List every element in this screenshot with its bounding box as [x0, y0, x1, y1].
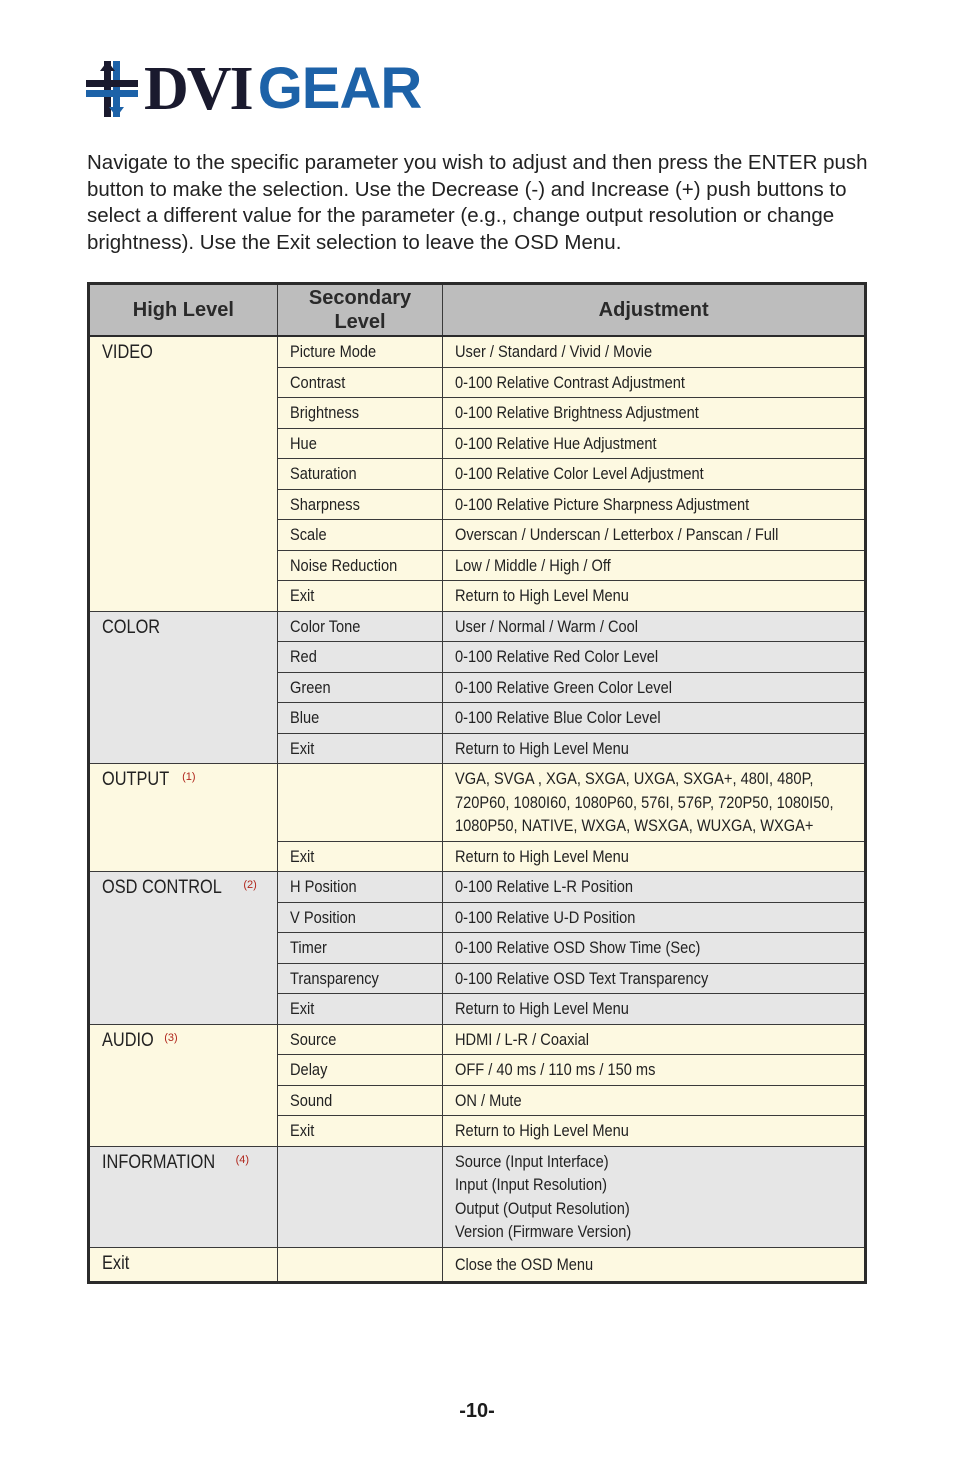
- adjustment-text: 0-100 Relative Green Color Level: [455, 677, 673, 697]
- secondary-level-label: Exit: [289, 1121, 315, 1141]
- secondary-level-label: Exit: [289, 846, 315, 866]
- secondary-level-label: Scale: [289, 525, 327, 545]
- adjustment-text: Return to High Level Menu: [455, 1121, 630, 1141]
- adjustment-text: Overscan / Underscan / Letterbox / Panscan / Full: [455, 525, 779, 545]
- adjustment-text: Return to High Level Menu: [455, 846, 630, 866]
- secondary-level-label: Exit: [289, 999, 315, 1019]
- adjustment-text: 0-100 Relative Hue Adjustment: [455, 433, 657, 453]
- adjustment-cell: [443, 489, 866, 520]
- table-body: [89, 336, 866, 1283]
- high-level-label: OUTPUT: [102, 769, 170, 790]
- table-header-row: [89, 284, 866, 337]
- secondary-level-label: Brightness: [289, 403, 359, 423]
- high-level-cell: [89, 1247, 278, 1283]
- secondary-level-cell: [277, 1024, 443, 1055]
- adjustment-cell: [443, 611, 866, 642]
- secondary-level-cell: [277, 1146, 443, 1247]
- secondary-level-cell: [277, 994, 443, 1025]
- secondary-level-label: Contrast: [289, 372, 345, 392]
- adjustment-text: HDMI / L-R / Coaxial: [455, 1029, 590, 1049]
- adjustment-text: 0-100 Relative Contrast Adjustment: [455, 372, 686, 392]
- high-level-cell: [89, 872, 278, 1025]
- footnote-marker: (2): [243, 879, 257, 891]
- high-level-label: AUDIO: [102, 1029, 154, 1051]
- logo-text-gear: GEAR: [257, 56, 422, 121]
- adjustment-cell: [443, 672, 866, 703]
- adjustment-cell: [443, 703, 866, 734]
- secondary-level-label: Picture Mode: [289, 342, 376, 362]
- secondary-level-cell: [277, 489, 443, 520]
- osd-menu-table: [87, 282, 867, 1284]
- logo-cross-icon: [86, 61, 138, 117]
- adjustment-cell: [443, 336, 866, 367]
- table-row: [89, 764, 866, 842]
- high-level-cell: [89, 336, 278, 611]
- secondary-level-cell: [277, 520, 443, 551]
- high-level-label: VIDEO: [102, 342, 153, 363]
- high-level-label: OSD CONTROL: [102, 877, 222, 898]
- table-row: [89, 872, 866, 903]
- adjustment-cell: [443, 550, 866, 581]
- adjustment-text: Return to High Level Menu: [455, 586, 630, 606]
- adjustment-text: 0-100 Relative Brightness Adjustment: [455, 403, 700, 423]
- table-row: [89, 1247, 866, 1283]
- secondary-level-label: H Position: [289, 877, 357, 897]
- secondary-level-label: Saturation: [289, 464, 357, 484]
- high-level-cell: [89, 1024, 278, 1146]
- adjustment-cell: [443, 963, 866, 994]
- adjustment-cell: [443, 1146, 866, 1247]
- adjustment-cell: [443, 1085, 866, 1116]
- secondary-level-label: V Position: [289, 907, 356, 927]
- footnote-marker: (4): [235, 1153, 250, 1166]
- secondary-level-cell: [277, 963, 443, 994]
- table-row: [89, 1146, 866, 1247]
- secondary-level-label: Red: [289, 647, 317, 667]
- secondary-level-cell: [277, 933, 443, 964]
- adjustment-text: User / Normal / Warm / Cool: [455, 616, 639, 636]
- adjustment-cell: [443, 1116, 866, 1147]
- high-level-cell: [89, 764, 278, 872]
- high-level-label: INFORMATION: [102, 1151, 216, 1173]
- secondary-level-cell: [277, 428, 443, 459]
- secondary-level-cell: [277, 902, 443, 933]
- footnote-marker: (3): [164, 1031, 178, 1044]
- adjustment-cell: [443, 1024, 866, 1055]
- secondary-level-cell: [277, 1055, 443, 1086]
- secondary-level-label: Delay: [289, 1060, 328, 1080]
- adjustment-text: 0-100 Relative OSD Text Transparency: [455, 968, 709, 988]
- adjustment-text: OFF / 40 ms / 110 ms / 150 ms: [455, 1060, 656, 1080]
- table-row: [89, 611, 866, 642]
- adjustment-cell: [443, 994, 866, 1025]
- footnote-marker: (1): [182, 771, 196, 783]
- secondary-level-cell: [277, 398, 443, 429]
- secondary-level-cell: [277, 733, 443, 764]
- adjustment-cell: [443, 764, 866, 842]
- adjustment-text: 0-100 Relative L-R Position: [455, 877, 634, 897]
- secondary-level-cell: [277, 367, 443, 398]
- secondary-level-cell: [277, 581, 443, 612]
- secondary-level-label: Source: [289, 1029, 337, 1049]
- adjustment-text: Low / Middle / High / Off: [455, 555, 612, 575]
- table-row: [89, 336, 866, 367]
- secondary-level-cell: [277, 672, 443, 703]
- secondary-level-label: Green: [289, 677, 331, 697]
- adjustment-cell: [443, 841, 866, 872]
- adjustment-cell: [443, 398, 866, 429]
- secondary-level-label: Transparency: [289, 968, 379, 988]
- high-level-label: COLOR: [102, 616, 161, 638]
- adjustment-text: 0-100 Relative U-D Position: [455, 907, 636, 927]
- secondary-level-cell: [277, 611, 443, 642]
- secondary-level-label: Timer: [289, 938, 327, 958]
- adjustment-text: 0-100 Relative Color Level Adjustment: [455, 464, 705, 484]
- adjustment-text: User / Standard / Vivid / Movie: [455, 342, 653, 362]
- adjustment-cell: [443, 733, 866, 764]
- secondary-level-cell: [277, 841, 443, 872]
- adjustment-cell: [443, 459, 866, 490]
- adjustment-text: 0-100 Relative Picture Sharpness Adjustment: [455, 494, 750, 514]
- adjustment-text: Return to High Level Menu: [455, 738, 630, 758]
- header-secondary-level: Secondary Level: [277, 284, 443, 337]
- adjustment-cell: [443, 1247, 866, 1283]
- adjustment-cell: [443, 581, 866, 612]
- secondary-level-cell: [277, 872, 443, 903]
- secondary-level-cell: [277, 1116, 443, 1147]
- adjustment-cell: [443, 367, 866, 398]
- header-adjustment: Adjustment: [443, 284, 866, 337]
- adjustment-text: VGA, SVGA , XGA, SXGA, UXGA, SXGA+, 480I, 480P, 720P60, 1080I60, 1080P60, 576I, 576P, 720P50, 1080I50, 1080P50, NATIVE, WXGA, WSXGA, WUXGA, WXGA+: [455, 769, 834, 835]
- high-level-cell: [89, 1146, 278, 1247]
- secondary-level-cell: [277, 764, 443, 842]
- header-high-level: High Level: [89, 284, 278, 337]
- secondary-level-cell: [277, 336, 443, 367]
- adjustment-text: 0-100 Relative Blue Color Level: [455, 708, 661, 728]
- adjustment-text: 0-100 Relative Red Color Level: [455, 647, 659, 667]
- secondary-level-label: Sound: [289, 1090, 333, 1110]
- adjustment-cell: [443, 902, 866, 933]
- dvigear-logo: [86, 55, 422, 123]
- secondary-level-cell: [277, 1085, 443, 1116]
- high-level-cell: [89, 611, 278, 764]
- adjustment-cell: [443, 428, 866, 459]
- secondary-level-cell: [277, 1247, 443, 1283]
- secondary-level-label: Hue: [289, 433, 317, 453]
- adjustment-cell: [443, 642, 866, 673]
- table-row: [89, 1024, 866, 1055]
- page-number: -10-: [459, 1400, 495, 1422]
- adjustment-text: Source (Input Interface) Input (Input Resolution) Output (Output Resolution) Version (Firmware Version): [455, 1151, 632, 1241]
- secondary-level-cell: [277, 550, 443, 581]
- intro-paragraph: Navigate to the specific parameter you wish to adjust and then press the ENTER push button to make the selection. Use the Decrease (-) and Increase (+) push buttons to select a different value for the parameter (e.g., change output resolution or change brightness). Use the Exit selection to leave the OSD Menu.: [87, 151, 868, 254]
- secondary-level-cell: [277, 642, 443, 673]
- secondary-level-label: Color Tone: [289, 616, 361, 636]
- secondary-level-label: Blue: [289, 708, 319, 728]
- adjustment-cell: [443, 520, 866, 551]
- adjustment-text: Return to High Level Menu: [455, 999, 630, 1019]
- high-level-label: Exit: [102, 1252, 130, 1274]
- logo-text-dvi: DVI: [144, 55, 252, 123]
- secondary-level-label: Exit: [289, 586, 315, 606]
- adjustment-text: Close the OSD Menu: [455, 1254, 594, 1274]
- secondary-level-cell: [277, 703, 443, 734]
- secondary-level-label: Noise Reduction: [289, 555, 398, 575]
- adjustment-cell: [443, 872, 866, 903]
- secondary-level-label: Exit: [289, 738, 315, 758]
- adjustment-cell: [443, 933, 866, 964]
- adjustment-text: 0-100 Relative OSD Show Time (Sec): [455, 938, 701, 958]
- secondary-level-label: Sharpness: [289, 494, 360, 514]
- adjustment-cell: [443, 1055, 866, 1086]
- secondary-level-cell: [277, 459, 443, 490]
- adjustment-text: ON / Mute: [455, 1090, 522, 1110]
